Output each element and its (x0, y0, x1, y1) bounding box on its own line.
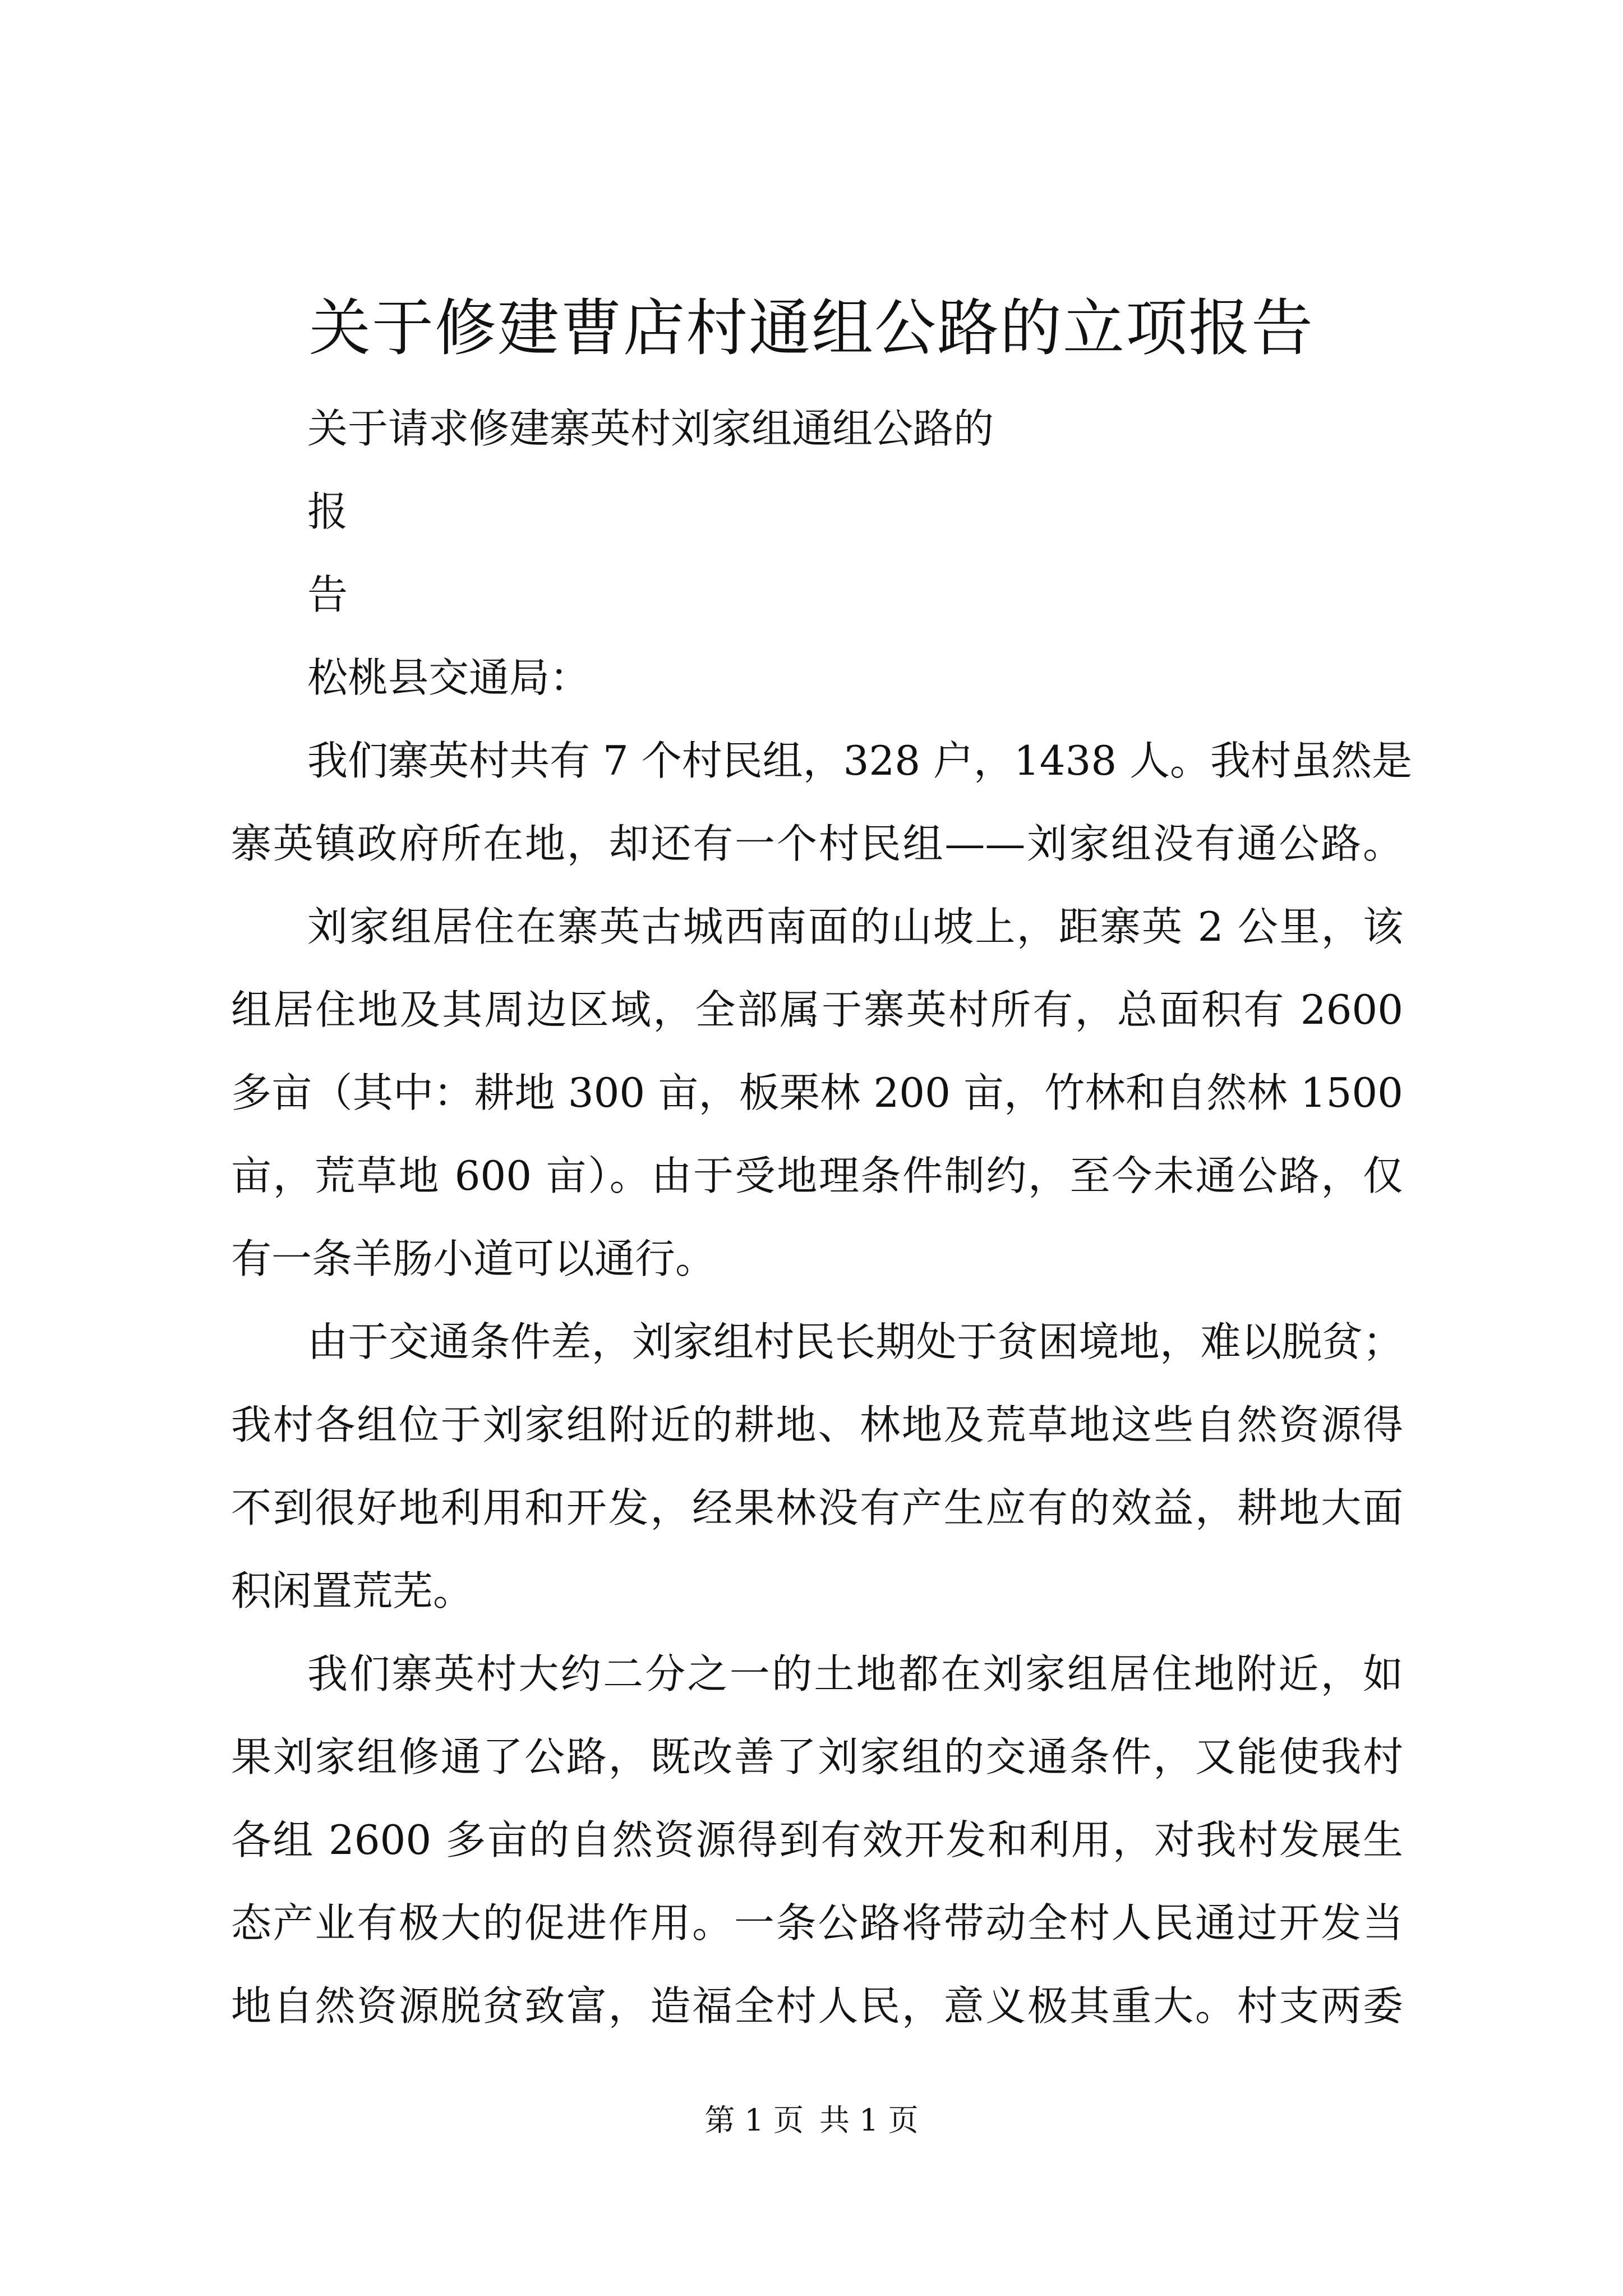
body-line-p4-1: 我们寨英村大约二分之一的土地都在刘家组居住地附近，如 (307, 1650, 1403, 1697)
body-line-p4-3: 各组 2600 多亩的自然资源得到有效开发和利用，对我村发展生 (231, 1816, 1403, 1864)
body-line-p2-2: 组居住地及其周边区域，全部属于寨英村所有，总面积有 2600 (231, 986, 1403, 1033)
body-line-p1-1: 我们寨英村共有 7 个村民组，328 户，1438 人。我村虽然是 (307, 737, 1413, 784)
body-line-p2-5: 有一条羊肠小道可以通行。 (231, 1235, 716, 1282)
body-line-p1-2: 寨英镇政府所在地，却还有一个村民组——刘家组没有通公路。 (231, 820, 1403, 867)
body-line-subtitle-report-1: 报 (307, 488, 348, 535)
body-line-p4-4: 态产业有极大的促进作用。一条公路将带动全村人民通过开发当 (231, 1899, 1403, 1947)
page-total: 共 1 页 (819, 2102, 919, 2138)
body-line-subtitle: 关于请求修建寨英村刘家组通组公路的 (307, 405, 994, 452)
body-line-p4-5: 地自然资源脱贫致富，造福全村人民，意义极其重大。村支两委 (231, 1982, 1403, 2030)
body-line-p3-1: 由于交通条件差，刘家组村民长期处于贫困境地，难以脱贫； (307, 1318, 1403, 1365)
document-title: 关于修建曹店村通组公路的立项报告 (309, 292, 1314, 364)
document-body (231, 387, 1413, 2047)
body-line-p3-4: 积闲置荒芜。 (231, 1567, 474, 1614)
body-line-p3-2: 我村各组位于刘家组附近的耕地、林地及荒草地这些自然资源得 (231, 1401, 1403, 1448)
page-footer (0, 2101, 1623, 2140)
page-number: 第 1 页 (704, 2102, 804, 2138)
body-line-p2-1: 刘家组居住在寨英古城西南面的山坡上，距寨英 2 公里，该 (307, 903, 1403, 950)
body-line-p3-3: 不到很好地利用和开发，经果林没有产生应有的效益，耕地大面 (231, 1484, 1403, 1531)
body-line-addressee: 松桃县交通局： (307, 654, 591, 701)
body-line-p2-3: 多亩（其中：耕地 300 亩，板栗林 200 亩，竹林和自然林 1500 (231, 1069, 1403, 1116)
body-line-subtitle-report-2: 告 (307, 571, 348, 618)
body-line-p2-4: 亩，荒草地 600 亩）。由于受地理条件制约，至今未通公路，仅 (231, 1152, 1403, 1199)
body-line-p4-2: 果刘家组修通了公路，既改善了刘家组的交通条件，又能使我村 (231, 1733, 1403, 1780)
